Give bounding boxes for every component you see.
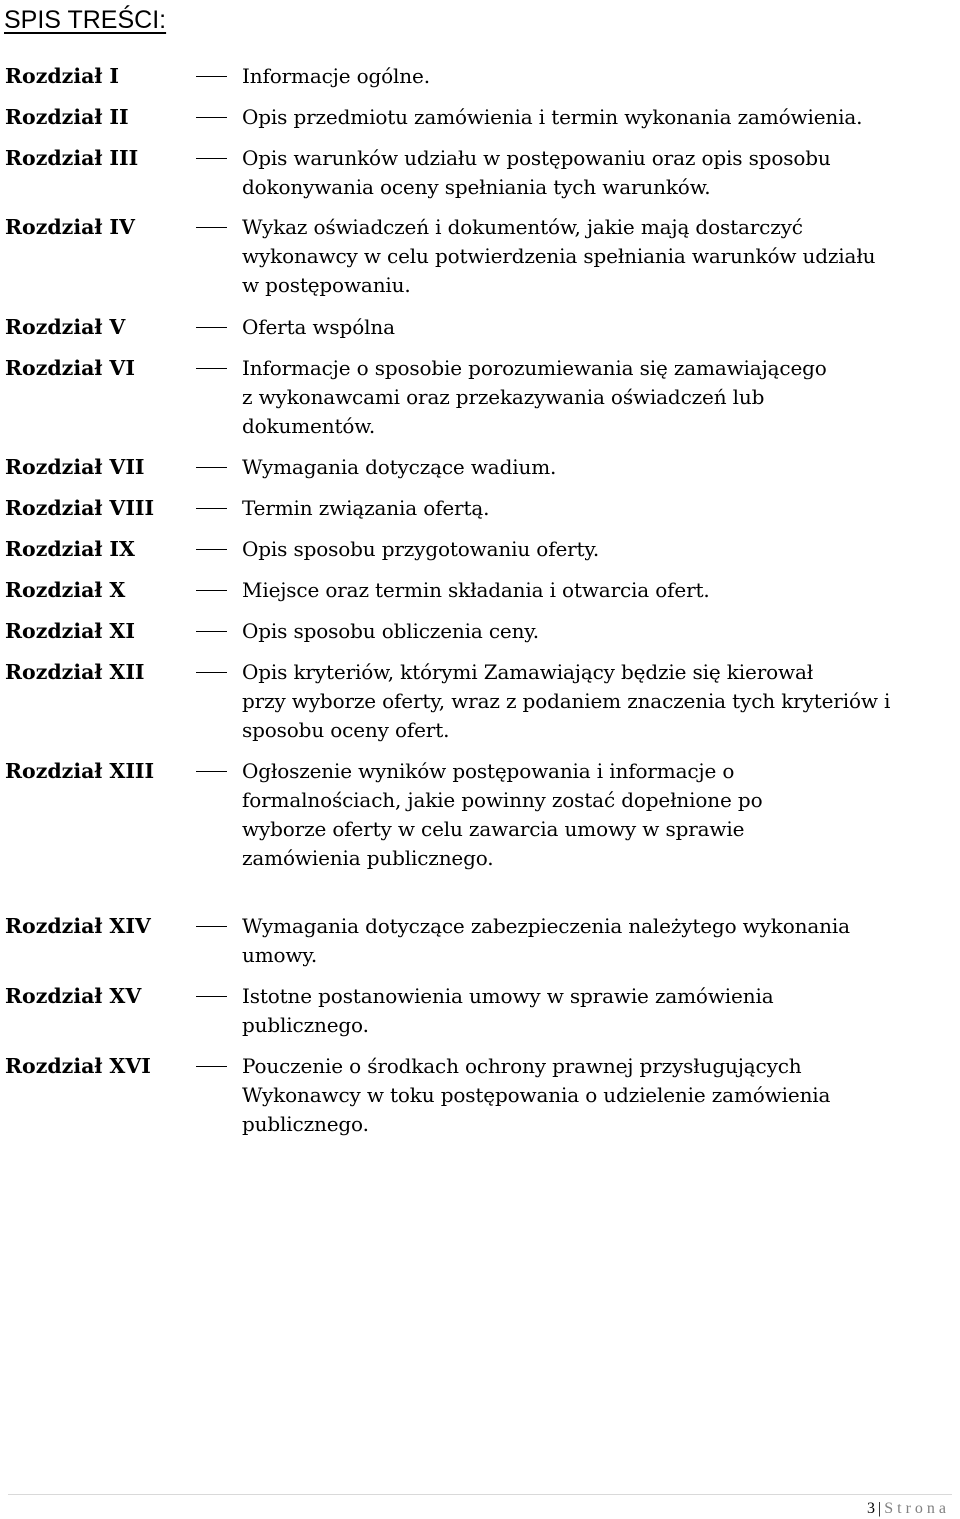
page-number: 3: [867, 1500, 876, 1517]
chapter-label: Rozdział III: [5, 146, 139, 170]
dash-separator: [196, 76, 227, 77]
dash-separator: [196, 158, 227, 159]
chapter-description: Opis sposobu obliczenia ceny.: [242, 619, 540, 643]
chapter-label: Rozdział X: [5, 578, 126, 602]
chapter-description: Pouczenie o środkach ochrony prawnej przysługujących Wykonawcy w toku postępowania o udzielenie zamówienia publicznego.: [242, 1054, 831, 1136]
page-word: Strona: [884, 1500, 950, 1517]
chapter-description: Miejsce oraz termin składania i otwarcia ofert.: [242, 578, 710, 602]
chapter-label: Rozdział XII: [5, 660, 145, 684]
dash-separator: [196, 672, 227, 673]
chapter-label: Rozdział XI: [5, 619, 135, 643]
chapter-description: Wymagania dotyczące zabezpieczenia należytego wykonania umowy.: [242, 914, 850, 967]
chapter-description: Termin związania ofertą.: [242, 496, 490, 520]
footer-divider: [8, 1494, 952, 1495]
chapter-description: Wykaz oświadczeń i dokumentów, jakie mają dostarczyć wykonawcy w celu potwierdzenia spełniania warunków udziału w postępowaniu.: [242, 215, 876, 297]
chapter-description: Opis przedmiotu zamówienia i termin wykonania zamówienia.: [242, 105, 863, 129]
dash-separator: [196, 631, 227, 632]
chapter-label: Rozdział VIII: [5, 496, 155, 520]
chapter-label: Rozdział XIII: [5, 759, 155, 783]
dash-separator: [196, 996, 227, 997]
dash-separator: [196, 926, 227, 927]
chapter-label: Rozdział XVI: [5, 1054, 151, 1078]
chapter-description: Informacje ogólne.: [242, 64, 430, 88]
dash-separator: [196, 1066, 227, 1067]
dash-separator: [196, 227, 227, 228]
chapter-description: Wymagania dotyczące wadium.: [242, 455, 557, 479]
chapter-label: Rozdział V: [5, 315, 126, 339]
chapter-description: Opis sposobu przygotowaniu oferty.: [242, 537, 600, 561]
dash-separator: [196, 590, 227, 591]
dash-separator: [196, 771, 227, 772]
dash-separator: [196, 327, 227, 328]
dash-separator: [196, 117, 227, 118]
page-footer: [867, 1499, 950, 1519]
dash-separator: [196, 549, 227, 550]
dash-separator: [196, 508, 227, 509]
chapter-label: Rozdział IV: [5, 215, 135, 239]
chapter-label: Rozdział VII: [5, 455, 145, 479]
chapter-description: Opis kryteriów, którymi Zamawiający będzie się kierował przy wyborze oferty, wraz z podaniem znaczenia tych kryteriów i sposobu oceny ofert.: [242, 660, 891, 742]
chapter-description: Opis warunków udziału w postępowaniu oraz opis sposobu dokonywania oceny spełniania tych warunków.: [242, 146, 831, 199]
chapter-description: Istotne postanowienia umowy w sprawie zamówienia publicznego.: [242, 984, 774, 1037]
dash-separator: [196, 467, 227, 468]
chapter-label: Rozdział II: [5, 105, 129, 129]
chapter-label: Rozdział XV: [5, 984, 142, 1008]
chapter-description: Informacje o sposobie porozumiewania się zamawiającego z wykonawcami oraz przekazywania oświadczeń lub dokumentów.: [242, 356, 827, 438]
chapter-label: Rozdział XIV: [5, 914, 151, 938]
dash-separator: [196, 368, 227, 369]
footer-separator: |: [878, 1500, 882, 1517]
chapter-description: Ogłoszenie wyników postępowania i informacje o formalnościach, jakie powinny zostać dopełnione po wyborze oferty w celu zawarcia umowy w sprawie zamówienia publicznego.: [242, 759, 763, 870]
toc-title: SPIS TREŚCI:: [4, 6, 167, 34]
chapter-label: Rozdział I: [5, 64, 120, 88]
chapter-label: Rozdział VI: [5, 356, 135, 380]
chapter-label: Rozdział IX: [5, 537, 135, 561]
chapter-description: Oferta wspólna: [242, 315, 395, 339]
